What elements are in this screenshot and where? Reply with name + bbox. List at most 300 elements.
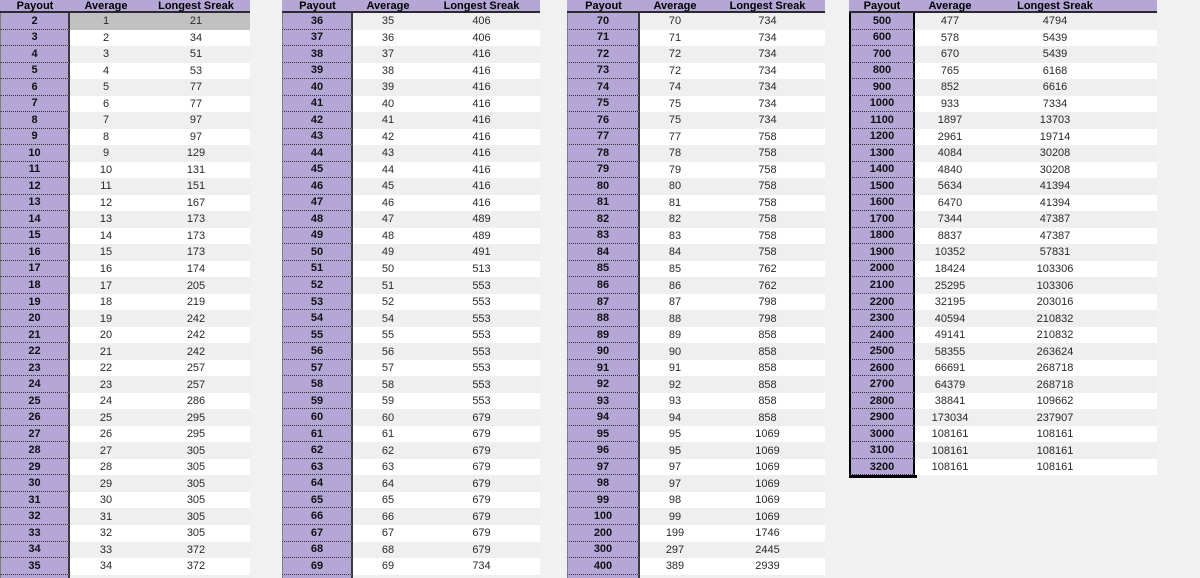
payout-cell[interactable]: 54 <box>282 310 353 327</box>
payout-cell[interactable]: 81 <box>567 195 640 212</box>
average-cell[interactable]: 4084 <box>937 147 963 160</box>
payout-cell[interactable]: 22 <box>0 343 70 360</box>
streak-cell[interactable]: 489 <box>472 229 491 242</box>
payout-cell[interactable]: 11 <box>0 162 70 179</box>
payout-cell[interactable]: 57 <box>282 360 353 377</box>
average-cell[interactable]: 10 <box>99 163 113 176</box>
payout-cell[interactable]: 31 <box>0 492 70 509</box>
payout-cell[interactable]: 62 <box>282 442 353 459</box>
streak-cell[interactable]: 257 <box>186 378 206 391</box>
streak-cell[interactable]: 758 <box>758 196 777 209</box>
average-cell[interactable]: 56 <box>381 345 395 358</box>
streak-cell[interactable]: 30208 <box>1039 147 1071 160</box>
streak-cell[interactable]: 553 <box>472 395 491 408</box>
average-cell[interactable]: 27 <box>99 444 113 457</box>
average-cell[interactable]: 92 <box>668 378 682 391</box>
average-cell[interactable]: 95 <box>668 444 682 457</box>
streak-cell[interactable]: 97 <box>189 130 203 143</box>
average-cell[interactable]: 6 <box>102 97 110 110</box>
payout-cell[interactable]: 83 <box>567 228 640 245</box>
streak-cell[interactable]: 4794 <box>1042 15 1068 28</box>
average-cell[interactable]: 52 <box>381 296 395 309</box>
payout-cell[interactable]: 51 <box>282 261 353 278</box>
streak-cell[interactable]: 553 <box>472 312 491 325</box>
payout-cell[interactable]: 1200 <box>849 129 915 146</box>
streak-cell[interactable]: 416 <box>472 81 491 94</box>
streak-cell[interactable]: 205 <box>186 279 206 292</box>
column-header-longest-sreak[interactable]: Longest Sreak <box>1017 0 1093 12</box>
average-cell[interactable]: 11 <box>100 180 112 193</box>
payout-cell[interactable]: 6 <box>0 79 70 96</box>
streak-cell[interactable]: 47387 <box>1039 229 1071 242</box>
payout-cell[interactable]: 50 <box>282 244 353 261</box>
payout-cell[interactable]: 2100 <box>849 277 915 294</box>
payout-cell[interactable]: 55 <box>282 327 353 344</box>
average-cell[interactable]: 66691 <box>934 362 966 375</box>
streak-cell[interactable]: 491 <box>472 246 491 259</box>
average-cell[interactable]: 44 <box>381 163 395 176</box>
payout-cell[interactable]: 59 <box>282 393 353 410</box>
payout-cell[interactable]: 26 <box>0 409 70 426</box>
average-cell[interactable]: 68 <box>381 543 395 556</box>
payout-cell[interactable]: 70 <box>567 13 640 30</box>
payout-cell[interactable]: 35 <box>0 558 70 575</box>
column-header-payout[interactable]: Payout <box>299 0 336 12</box>
payout-cell[interactable]: 20 <box>0 310 70 327</box>
streak-cell[interactable]: 553 <box>472 296 491 309</box>
average-cell[interactable]: 4840 <box>937 163 963 176</box>
payout-cell[interactable]: 900 <box>849 79 915 96</box>
streak-cell[interactable]: 97 <box>189 114 203 127</box>
payout-cell[interactable]: 3100 <box>849 442 915 459</box>
average-cell[interactable]: 95 <box>668 428 682 441</box>
payout-cell[interactable]: 700 <box>849 46 915 63</box>
payout-cell[interactable]: 60 <box>282 409 353 426</box>
payout-cell[interactable]: 67 <box>282 525 353 542</box>
streak-cell[interactable]: 734 <box>758 114 777 127</box>
payout-cell[interactable]: 29 <box>0 459 70 476</box>
streak-cell[interactable]: 295 <box>186 411 206 424</box>
average-cell[interactable]: 61 <box>381 428 395 441</box>
payout-cell[interactable]: 39 <box>282 63 353 80</box>
payout-cell[interactable]: 18 <box>0 277 70 294</box>
payout-cell[interactable]: 1500 <box>849 178 915 195</box>
average-cell[interactable]: 173034 <box>931 411 969 424</box>
average-cell[interactable]: 91 <box>668 362 682 375</box>
average-cell[interactable]: 83 <box>668 229 682 242</box>
average-cell[interactable]: 18 <box>99 296 113 309</box>
payout-cell[interactable]: 24 <box>0 376 70 393</box>
average-cell[interactable]: 8 <box>102 130 110 143</box>
streak-cell[interactable]: 416 <box>472 163 491 176</box>
streak-cell[interactable]: 798 <box>758 312 777 325</box>
average-cell[interactable]: 852 <box>940 81 960 94</box>
streak-cell[interactable]: 858 <box>758 345 777 358</box>
payout-cell[interactable]: 72 <box>567 46 640 63</box>
average-cell[interactable]: 19 <box>99 312 113 325</box>
payout-cell[interactable]: 52 <box>282 277 353 294</box>
streak-cell[interactable]: 286 <box>186 395 206 408</box>
streak-cell[interactable]: 21 <box>142 13 250 30</box>
payout-cell[interactable]: 3000 <box>849 426 915 443</box>
average-cell[interactable]: 7 <box>102 114 110 127</box>
average-cell[interactable]: 8837 <box>937 229 963 242</box>
payout-cell[interactable]: 23 <box>0 360 70 377</box>
streak-cell[interactable]: 129 <box>186 147 206 160</box>
streak-cell[interactable]: 108161 <box>1036 444 1074 457</box>
streak-cell[interactable]: 173 <box>186 213 206 226</box>
streak-cell[interactable]: 553 <box>472 345 491 358</box>
streak-cell[interactable]: 679 <box>472 494 491 507</box>
average-cell[interactable]: 108161 <box>931 444 969 457</box>
payout-cell[interactable]: 91 <box>567 360 640 377</box>
streak-cell[interactable]: 758 <box>758 147 777 160</box>
streak-cell[interactable]: 57831 <box>1039 246 1071 259</box>
average-cell[interactable]: 20 <box>99 329 113 342</box>
payout-cell[interactable]: 40 <box>282 79 353 96</box>
average-cell[interactable]: 28 <box>99 461 113 474</box>
streak-cell[interactable]: 679 <box>472 411 491 424</box>
streak-cell[interactable]: 372 <box>186 560 206 573</box>
payout-cell[interactable]: 17 <box>0 261 70 278</box>
average-cell[interactable]: 88 <box>668 312 682 325</box>
streak-cell[interactable]: 734 <box>758 81 777 94</box>
streak-cell[interactable]: 416 <box>472 48 491 61</box>
average-cell[interactable]: 97 <box>668 461 682 474</box>
streak-cell[interactable]: 758 <box>758 213 777 226</box>
average-cell[interactable]: 18424 <box>934 262 966 275</box>
streak-cell[interactable]: 103306 <box>1036 262 1074 275</box>
streak-cell[interactable]: 305 <box>186 444 206 457</box>
payout-cell[interactable]: 97 <box>567 459 640 476</box>
average-cell[interactable]: 1897 <box>937 114 963 127</box>
payout-cell[interactable]: 3200 <box>849 459 915 476</box>
payout-cell[interactable]: 47 <box>282 195 353 212</box>
average-cell[interactable]: 79 <box>668 163 682 176</box>
streak-cell[interactable]: 13703 <box>1039 114 1071 127</box>
streak-cell[interactable]: 6168 <box>1042 64 1068 77</box>
payout-cell[interactable]: 76 <box>567 112 640 129</box>
streak-cell[interactable]: 858 <box>758 395 777 408</box>
average-cell[interactable]: 477 <box>940 15 960 28</box>
average-cell[interactable]: 59 <box>381 395 395 408</box>
average-cell[interactable]: 72 <box>668 48 682 61</box>
average-cell[interactable]: 90 <box>668 345 682 358</box>
average-cell[interactable]: 66 <box>381 510 395 523</box>
payout-cell[interactable]: 34 <box>0 542 70 559</box>
average-cell[interactable]: 77 <box>668 130 682 143</box>
streak-cell[interactable]: 798 <box>758 296 777 309</box>
payout-cell[interactable]: 41 <box>282 96 353 113</box>
streak-cell[interactable]: 1069 <box>755 494 780 507</box>
streak-cell[interactable]: 257 <box>186 362 206 375</box>
average-cell[interactable]: 108161 <box>931 461 969 474</box>
average-cell[interactable]: 50 <box>381 262 395 275</box>
average-cell[interactable]: 7344 <box>937 213 963 226</box>
average-cell[interactable]: 23 <box>99 378 113 391</box>
payout-cell[interactable]: 1800 <box>849 228 915 245</box>
average-cell[interactable]: 93 <box>668 395 682 408</box>
streak-cell[interactable]: 263624 <box>1036 345 1074 358</box>
column-header-payout[interactable]: Payout <box>863 0 901 12</box>
payout-cell[interactable]: 89 <box>567 327 640 344</box>
payout-cell[interactable]: 95 <box>567 426 640 443</box>
average-cell[interactable]: 81 <box>668 196 682 209</box>
payout-cell[interactable]: 15 <box>0 228 70 245</box>
average-cell[interactable]: 84 <box>668 246 682 259</box>
average-cell[interactable]: 38841 <box>934 395 966 408</box>
payout-cell[interactable]: 2000 <box>849 261 915 278</box>
streak-cell[interactable]: 242 <box>186 345 206 358</box>
streak-cell[interactable]: 762 <box>758 279 777 292</box>
streak-cell[interactable]: 416 <box>472 64 491 77</box>
streak-cell[interactable]: 305 <box>186 477 206 490</box>
streak-cell[interactable]: 305 <box>186 510 206 523</box>
payout-cell[interactable]: 27 <box>0 426 70 443</box>
payout-cell[interactable]: 1300 <box>849 145 915 162</box>
streak-cell[interactable]: 6616 <box>1042 81 1068 94</box>
streak-cell[interactable]: 1069 <box>755 510 780 523</box>
payout-cell[interactable]: 82 <box>567 211 640 228</box>
average-cell[interactable]: 62 <box>381 444 395 457</box>
payout-cell[interactable]: 53 <box>282 294 353 311</box>
average-cell[interactable]: 9 <box>102 147 110 160</box>
streak-cell[interactable]: 173 <box>186 229 206 242</box>
streak-cell[interactable]: 1069 <box>755 444 780 457</box>
average-cell[interactable]: 5 <box>102 81 110 94</box>
payout-cell[interactable]: 96 <box>567 442 640 459</box>
average-cell[interactable]: 578 <box>940 31 960 44</box>
average-cell[interactable]: 67 <box>381 527 395 540</box>
payout-cell[interactable]: 100 <box>567 508 640 525</box>
streak-cell[interactable]: 109662 <box>1036 395 1074 408</box>
average-cell[interactable]: 58355 <box>934 345 966 358</box>
payout-cell[interactable]: 80 <box>567 178 640 195</box>
average-cell[interactable]: 74 <box>668 81 682 94</box>
average-cell[interactable]: 15 <box>99 246 113 259</box>
payout-cell[interactable]: 28 <box>0 442 70 459</box>
average-cell[interactable]: 78 <box>668 147 682 160</box>
streak-cell[interactable]: 268718 <box>1036 378 1074 391</box>
streak-cell[interactable]: 858 <box>758 378 777 391</box>
average-cell[interactable]: 64 <box>381 477 395 490</box>
payout-cell[interactable]: 21 <box>0 327 70 344</box>
streak-cell[interactable]: 858 <box>758 362 777 375</box>
streak-cell[interactable]: 679 <box>472 428 491 441</box>
streak-cell[interactable]: 679 <box>472 543 491 556</box>
payout-cell[interactable]: 56 <box>282 343 353 360</box>
payout-cell[interactable]: 37 <box>282 30 353 47</box>
average-cell[interactable]: 765 <box>940 64 960 77</box>
payout-cell[interactable]: 84 <box>567 244 640 261</box>
payout-cell[interactable]: 1000 <box>849 96 915 113</box>
payout-cell[interactable]: 77 <box>567 129 640 146</box>
payout-cell[interactable]: 13 <box>0 195 70 212</box>
streak-cell[interactable]: 295 <box>186 428 206 441</box>
average-cell[interactable]: 37 <box>381 48 395 61</box>
streak-cell[interactable]: 762 <box>758 262 777 275</box>
payout-cell[interactable]: 71 <box>567 30 640 47</box>
average-cell[interactable]: 2 <box>102 31 110 44</box>
average-cell[interactable]: 94 <box>668 411 682 424</box>
average-cell[interactable]: 3 <box>102 48 110 61</box>
streak-cell[interactable]: 734 <box>758 48 777 61</box>
average-cell[interactable]: 35 <box>381 15 395 28</box>
payout-cell[interactable]: 600 <box>849 30 915 47</box>
column-header-payout[interactable]: Payout <box>585 0 622 12</box>
average-cell[interactable]: 108161 <box>931 428 969 441</box>
average-cell[interactable]: 71 <box>668 31 682 44</box>
column-header-longest-sreak[interactable]: Longest Sreak <box>729 0 806 12</box>
average-cell[interactable]: 22 <box>99 362 113 375</box>
payout-cell[interactable]: 19 <box>0 294 70 311</box>
average-cell[interactable]: 49 <box>381 246 395 259</box>
streak-cell[interactable]: 416 <box>472 180 491 193</box>
streak-cell[interactable]: 30208 <box>1039 163 1071 176</box>
payout-cell[interactable]: 69 <box>282 558 353 575</box>
payout-cell[interactable]: 2700 <box>849 376 915 393</box>
payout-cell[interactable]: 66 <box>282 508 353 525</box>
streak-cell[interactable]: 305 <box>186 527 206 540</box>
payout-cell[interactable]: 9 <box>0 129 70 146</box>
average-cell[interactable]: 33 <box>99 543 113 556</box>
streak-cell[interactable]: 203016 <box>1036 296 1074 309</box>
average-cell[interactable]: 86 <box>668 279 682 292</box>
streak-cell[interactable]: 372 <box>186 543 206 556</box>
payout-cell[interactable]: 75 <box>567 96 640 113</box>
payout-cell[interactable]: 16 <box>0 244 70 261</box>
payout-cell[interactable]: 43 <box>282 129 353 146</box>
average-cell[interactable]: 99 <box>668 510 682 523</box>
streak-cell[interactable]: 19714 <box>1039 130 1071 143</box>
payout-cell[interactable]: 98 <box>567 475 640 492</box>
streak-cell[interactable]: 305 <box>186 461 206 474</box>
average-cell[interactable]: 40 <box>381 97 395 110</box>
streak-cell[interactable]: 416 <box>472 97 491 110</box>
payout-cell[interactable]: 14 <box>0 211 70 228</box>
payout-cell[interactable]: 2400 <box>849 327 915 344</box>
streak-cell[interactable]: 758 <box>758 163 777 176</box>
average-cell[interactable]: 41 <box>381 114 395 127</box>
streak-cell[interactable]: 679 <box>472 527 491 540</box>
payout-cell[interactable]: 48 <box>282 211 353 228</box>
payout-cell[interactable]: 42 <box>282 112 353 129</box>
average-cell[interactable]: 82 <box>668 213 682 226</box>
payout-cell[interactable]: 2300 <box>849 310 915 327</box>
average-cell[interactable]: 6470 <box>937 196 963 209</box>
payout-cell[interactable]: 94 <box>567 409 640 426</box>
average-cell[interactable]: 39 <box>381 81 395 94</box>
payout-cell[interactable]: 8 <box>0 112 70 129</box>
payout-cell[interactable]: 200 <box>567 525 640 542</box>
average-cell[interactable]: 69 <box>381 560 395 573</box>
streak-cell[interactable]: 553 <box>472 279 491 292</box>
payout-cell[interactable]: 12 <box>0 178 70 195</box>
payout-cell[interactable]: 38 <box>282 46 353 63</box>
streak-cell[interactable]: 734 <box>758 97 777 110</box>
payout-cell[interactable]: 49 <box>282 228 353 245</box>
average-cell[interactable]: 75 <box>668 114 682 127</box>
streak-cell[interactable]: 210832 <box>1036 329 1074 342</box>
streak-cell[interactable]: 489 <box>472 213 491 226</box>
average-cell[interactable]: 65 <box>381 494 395 507</box>
average-cell[interactable]: 46 <box>381 196 395 209</box>
streak-cell[interactable]: 758 <box>758 180 777 193</box>
average-cell[interactable]: 55 <box>381 329 395 342</box>
payout-cell[interactable]: 33 <box>0 525 70 542</box>
average-cell[interactable]: 12 <box>99 196 113 209</box>
average-cell[interactable]: 30 <box>99 494 113 507</box>
streak-cell[interactable]: 77 <box>189 81 203 94</box>
average-cell[interactable]: 45 <box>381 180 395 193</box>
average-cell[interactable]: 670 <box>940 48 960 61</box>
payout-cell[interactable]: 800 <box>849 63 915 80</box>
column-header-average[interactable]: Average <box>84 0 128 12</box>
payout-cell[interactable]: 87 <box>567 294 640 311</box>
payout-cell[interactable]: 86 <box>567 277 640 294</box>
payout-cell[interactable]: 65 <box>282 492 353 509</box>
streak-cell[interactable]: 553 <box>472 362 491 375</box>
payout-cell[interactable]: 79 <box>567 162 640 179</box>
average-cell[interactable]: 29 <box>99 477 113 490</box>
payout-cell[interactable]: 400 <box>567 558 640 575</box>
average-cell[interactable]: 48 <box>381 229 395 242</box>
average-cell[interactable]: 98 <box>668 494 682 507</box>
payout-cell[interactable]: 63 <box>282 459 353 476</box>
average-cell[interactable]: 32 <box>99 527 113 540</box>
streak-cell[interactable]: 53 <box>189 64 203 77</box>
payout-cell[interactable]: 10 <box>0 145 70 162</box>
streak-cell[interactable]: 758 <box>758 130 777 143</box>
streak-cell[interactable]: 858 <box>758 329 777 342</box>
payout-cell[interactable]: 32 <box>0 508 70 525</box>
streak-cell[interactable]: 103306 <box>1036 279 1074 292</box>
average-cell[interactable]: 2961 <box>937 130 963 143</box>
average-cell[interactable]: 72 <box>668 64 682 77</box>
average-cell[interactable]: 58 <box>381 378 395 391</box>
streak-cell[interactable]: 174 <box>186 262 206 275</box>
average-cell[interactable]: 51 <box>381 279 395 292</box>
column-header-average[interactable]: Average <box>366 0 410 12</box>
streak-cell[interactable]: 679 <box>472 444 491 457</box>
average-cell[interactable]: 40594 <box>934 312 966 325</box>
streak-cell[interactable]: 858 <box>758 411 777 424</box>
average-cell[interactable]: 54 <box>381 312 395 325</box>
payout-cell[interactable]: 5 <box>0 63 70 80</box>
payout-cell[interactable]: 88 <box>567 310 640 327</box>
column-header-payout[interactable]: Payout <box>16 0 54 12</box>
streak-cell[interactable]: 242 <box>186 329 206 342</box>
streak-cell[interactable]: 1746 <box>755 527 780 540</box>
streak-cell[interactable]: 237907 <box>1036 411 1074 424</box>
average-cell[interactable]: 47 <box>381 213 395 226</box>
average-cell[interactable]: 43 <box>381 147 395 160</box>
streak-cell[interactable]: 242 <box>186 312 206 325</box>
average-cell[interactable]: 63 <box>381 461 395 474</box>
payout-cell[interactable]: 78 <box>567 145 640 162</box>
streak-cell[interactable]: 513 <box>472 262 491 275</box>
average-cell[interactable]: 297 <box>665 543 685 556</box>
payout-cell[interactable]: 64 <box>282 475 353 492</box>
payout-cell[interactable]: 2900 <box>849 409 915 426</box>
streak-cell[interactable]: 41394 <box>1039 180 1071 193</box>
average-cell[interactable]: 199 <box>665 527 685 540</box>
average-cell[interactable]: 25 <box>99 411 113 424</box>
streak-cell[interactable]: 1069 <box>755 461 780 474</box>
streak-cell[interactable]: 268718 <box>1036 362 1074 375</box>
payout-cell[interactable]: 500 <box>849 13 915 30</box>
streak-cell[interactable]: 108161 <box>1036 428 1074 441</box>
